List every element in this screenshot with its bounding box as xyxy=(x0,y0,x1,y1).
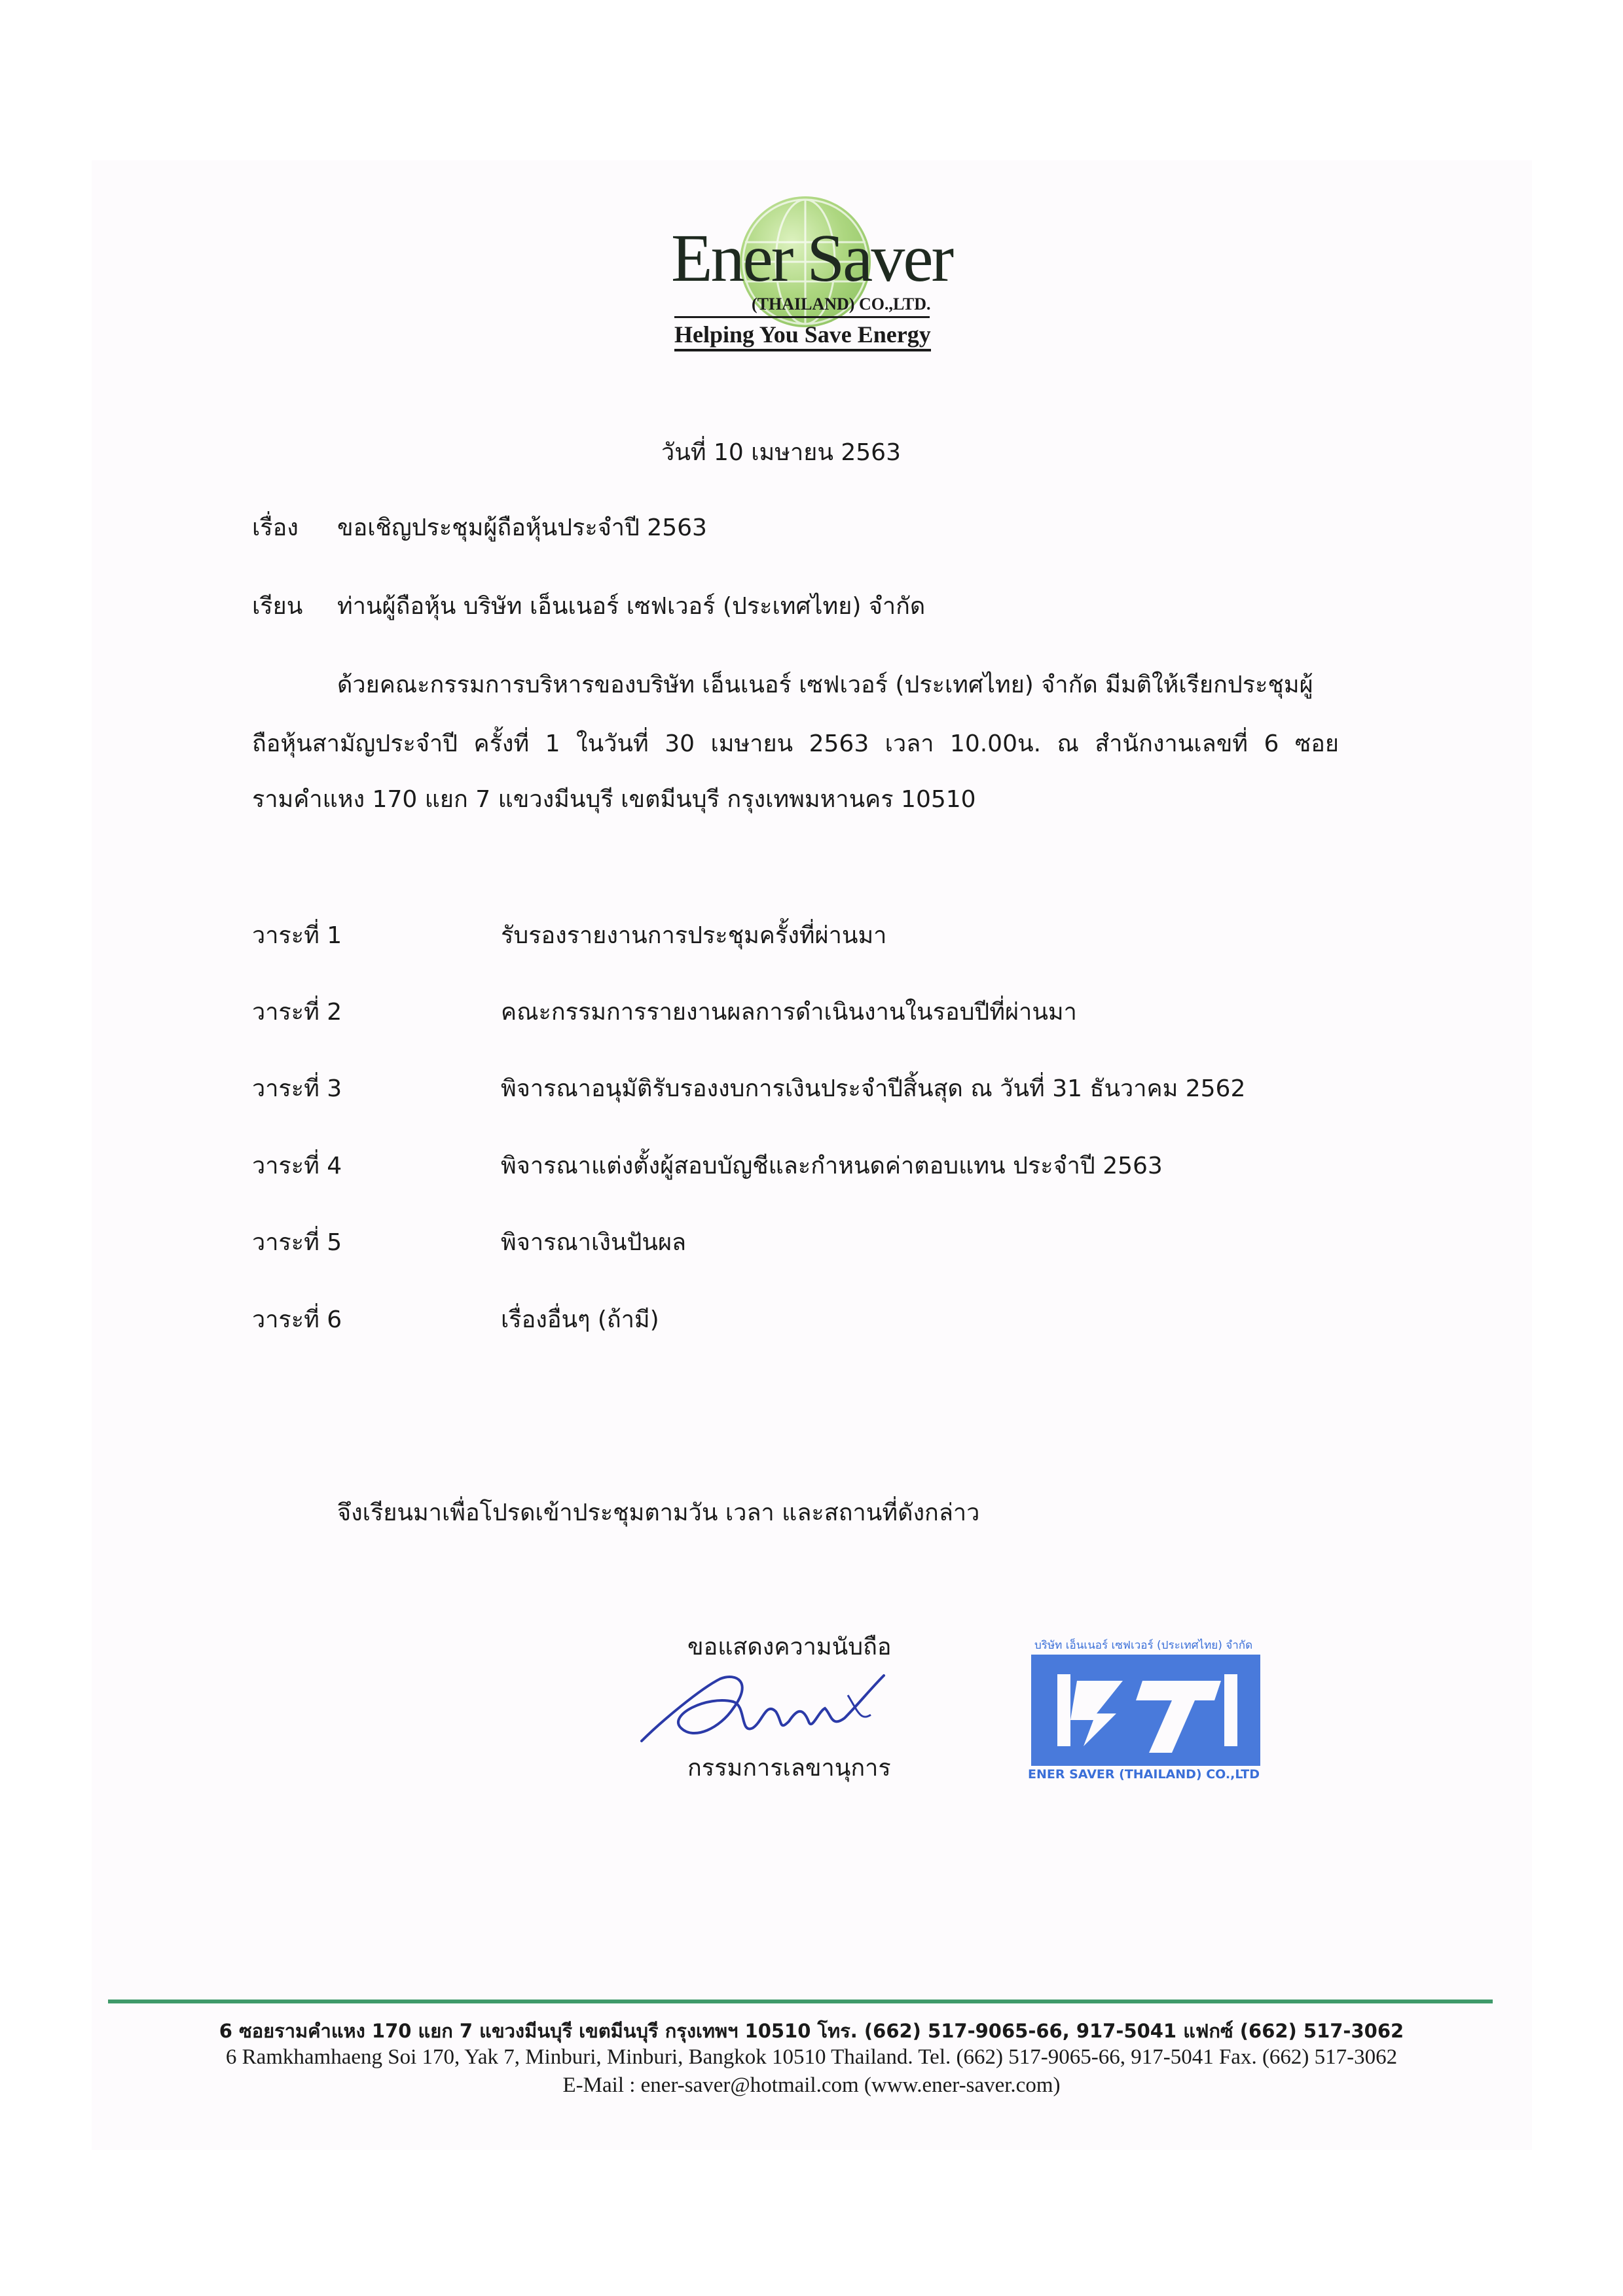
intro-line: ถือหุ้นสามัญประจำปี ครั้งที่ 1 ในวันที่ 30 เมษายน 2563 เวลา 10.00น. ณ สำนักงานเลขที่ 6 ซอย xyxy=(252,730,1339,757)
footer-address-thai: 6 ซอยรามคำแหง 170 แยก 7 แขวงมีนบุรี เขตมีนบุรี กรุงเทพฯ 10510 โทร. (662) 517-9065-66, 917-5041 แฟกซ์ (662) 517-3062 xyxy=(219,2020,1404,2042)
closing-line: จึงเรียนมาเพื่อโปรดเข้าประชุมตามวัน เวลา และสถานที่ดังกล่าว xyxy=(337,1499,980,1526)
recipient-label: เรียน xyxy=(252,593,303,620)
agenda-label: วาระที่ 1 xyxy=(252,922,342,949)
signer-title: กรรมการเลขานุการ xyxy=(687,1755,891,1782)
signature xyxy=(622,1649,923,1761)
agenda-label: วาระที่ 5 xyxy=(252,1229,342,1256)
intro-line: รามคำแหง 170 แยก 7 แขวงมีนบุรี เขตมีนบุรี กรุงเทพมหานคร 10510 xyxy=(252,786,976,813)
footer-address-english: 6 Ramkhamhaeng Soi 170, Yak 7, Minburi, Minburi, Bangkok 10510 Thailand. Tel. (662) 517-9065-66, 917-5041 Fax. (662) 517-3062 xyxy=(225,2045,1398,2069)
agenda-item: พิจารณาอนุมัติรับรองงบการเงินประจำปีสิ้นสุด ณ วันที่ 31 ธันวาคม 2562 xyxy=(501,1075,1246,1102)
recipient-text: ท่านผู้ถือหุ้น บริษัท เอ็นเนอร์ เซฟเวอร์ (ประเทศไทย) จำกัด xyxy=(337,593,926,620)
agenda-item: เรื่องอื่นๆ (ถ้ามี) xyxy=(501,1306,659,1333)
agenda-label: วาระที่ 4 xyxy=(252,1153,342,1179)
stamp-bottom-text: ENER SAVER (THAILAND) CO.,LTD xyxy=(1028,1767,1260,1782)
company-suffix: (THAILAND) CO.,LTD. xyxy=(752,295,931,314)
stamp-emblem-icon xyxy=(1031,1655,1260,1766)
agenda-label: วาระที่ 6 xyxy=(252,1306,342,1333)
subject-text: ขอเชิญประชุมผู้ถือหุ้นประจำปี 2563 xyxy=(337,514,707,541)
subject-label: เรื่อง xyxy=(252,514,299,541)
agenda-item: คณะกรรมการรายงานผลการดำเนินงานในรอบปีที่ผ่านมา xyxy=(501,999,1077,1026)
agenda-item: รับรองรายงานการประชุมครั้งที่ผ่านมา xyxy=(501,922,887,949)
agenda-item: พิจารณาแต่งตั้งผู้สอบบัญชีและกำหนดค่าตอบแทน ประจำปี 2563 xyxy=(501,1153,1163,1179)
footer-rule xyxy=(108,2000,1493,2003)
agenda-label: วาระที่ 3 xyxy=(252,1075,342,1102)
agenda-item: พิจารณาเงินปันผล xyxy=(501,1229,687,1256)
agenda-label: วาระที่ 2 xyxy=(252,999,342,1026)
logo-divider xyxy=(674,316,930,318)
date-line: วันที่ 10 เมษายน 2563 xyxy=(661,439,901,466)
company-stamp xyxy=(1028,1636,1264,1780)
footer-contact: E-Mail : ener-saver@hotmail.com (www.ener-saver.com) xyxy=(562,2073,1061,2097)
stamp-top-text: บริษัท เอ็นเนอร์ เซฟเวอร์ (ประเทศไทย) จำกัด xyxy=(1034,1639,1253,1652)
company-name: Ener Saver xyxy=(671,221,953,296)
company-tagline: Helping You Save Energy xyxy=(674,321,931,351)
intro-line: ด้วยคณะกรรมการบริหารของบริษัท เอ็นเนอร์ เซฟเวอร์ (ประเทศไทย) จำกัด มีมติให้เรียกประชุมผู้ xyxy=(337,672,1313,698)
sign-off: ขอแสดงความนับถือ xyxy=(687,1634,892,1660)
company-logo xyxy=(668,193,956,363)
